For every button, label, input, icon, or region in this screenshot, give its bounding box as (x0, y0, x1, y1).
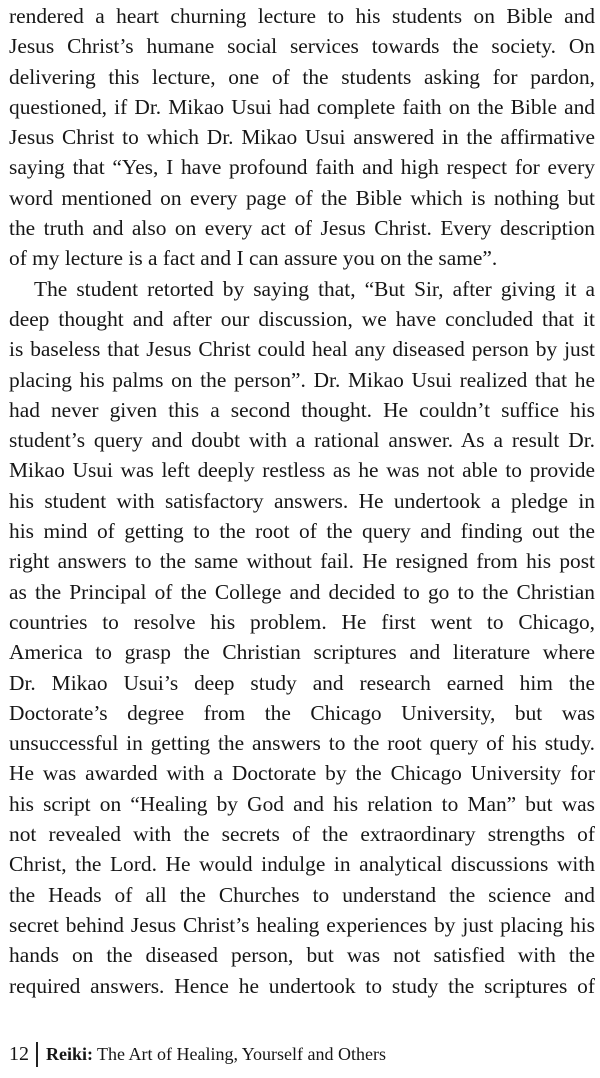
page-number: 12 (9, 1042, 29, 1065)
text-line: right answers to the same without fail. He resigned from his post (9, 549, 595, 574)
page-footer (9, 1040, 386, 1068)
paragraph-1 (9, 0, 595, 274)
text-line: hands on the diseased person, but was not satisfied with the (9, 943, 595, 968)
text-line: questioned, if Dr. Mikao Usui had complete faith on the Bible and (9, 94, 595, 119)
text-line: Dr. Mikao Usui’s deep study and research earned him the (9, 670, 595, 695)
text-line: The student retorted by saying that, “But Sir, after giving it a (34, 276, 595, 301)
text-line: the Heads of all the Churches to understand the science and (9, 882, 595, 907)
text-line: student’s query and doubt with a rational answer. As a result Dr. (9, 428, 595, 453)
text-line: is baseless that Jesus Christ could heal any diseased person by just (9, 337, 595, 362)
text-line: required answers. Hence he undertook to study the scriptures of (9, 973, 595, 998)
text-line: as the Principal of the College and decided to go to the Christian (9, 579, 595, 604)
text-line: Doctorate’s degree from the Chicago University, but was (9, 700, 595, 725)
book-title-subtitle: The Art of Healing, Yourself and Others (97, 1043, 386, 1064)
text-line: He was awarded with a Doctorate by the Chicago University for (9, 761, 595, 786)
text-line: secret behind Jesus Christ’s healing experiences by just placing his (9, 912, 595, 937)
page-body (9, 0, 595, 1001)
text-line: of my lecture is a fact and I can assure you on the same”. (9, 246, 498, 271)
text-line: deep thought and after our discussion, we have concluded that it (9, 306, 595, 331)
text-line: unsuccessful in getting the answers to the root query of his study. (9, 731, 595, 756)
text-line: America to grasp the Christian scriptures and literature where (9, 640, 595, 665)
text-line: placing his palms on the person”. Dr. Mikao Usui realized that he (9, 367, 595, 392)
text-line: Christ, the Lord. He would indulge in analytical discussions with (9, 852, 595, 877)
book-title-bold: Reiki: (46, 1043, 93, 1064)
text-line: Mikao Usui was left deeply restless as he was not able to provide (9, 458, 595, 483)
text-line: countries to resolve his problem. He first went to Chicago, (9, 609, 595, 634)
footer-divider (36, 1042, 38, 1067)
text-line: Jesus Christ’s humane social services towards the society. On (9, 34, 595, 59)
text-line: not revealed with the secrets of the extraordinary strengths of (9, 822, 595, 847)
paragraph-2 (9, 274, 595, 1001)
text-line: his student with satisfactory answers. He undertook a pledge in (9, 488, 595, 513)
text-line: rendered a heart churning lecture to his students on Bible and (9, 4, 595, 28)
text-line: delivering this lecture, one of the students asking for pardon, (9, 64, 595, 89)
text-line: word mentioned on every page of the Bible which is nothing but (9, 185, 595, 210)
text-line: the truth and also on every act of Jesus Christ. Every description (9, 216, 595, 241)
text-line: his script on “Healing by God and his relation to Man” but was (9, 791, 595, 816)
text-line: Jesus Christ to which Dr. Mikao Usui answered in the affirmative (9, 125, 595, 150)
text-line: had never given this a second thought. He couldn’t suffice his (9, 397, 595, 422)
text-line: saying that “Yes, I have profound faith and high respect for every (9, 155, 595, 180)
text-line: his mind of getting to the root of the query and finding out the (9, 519, 595, 544)
